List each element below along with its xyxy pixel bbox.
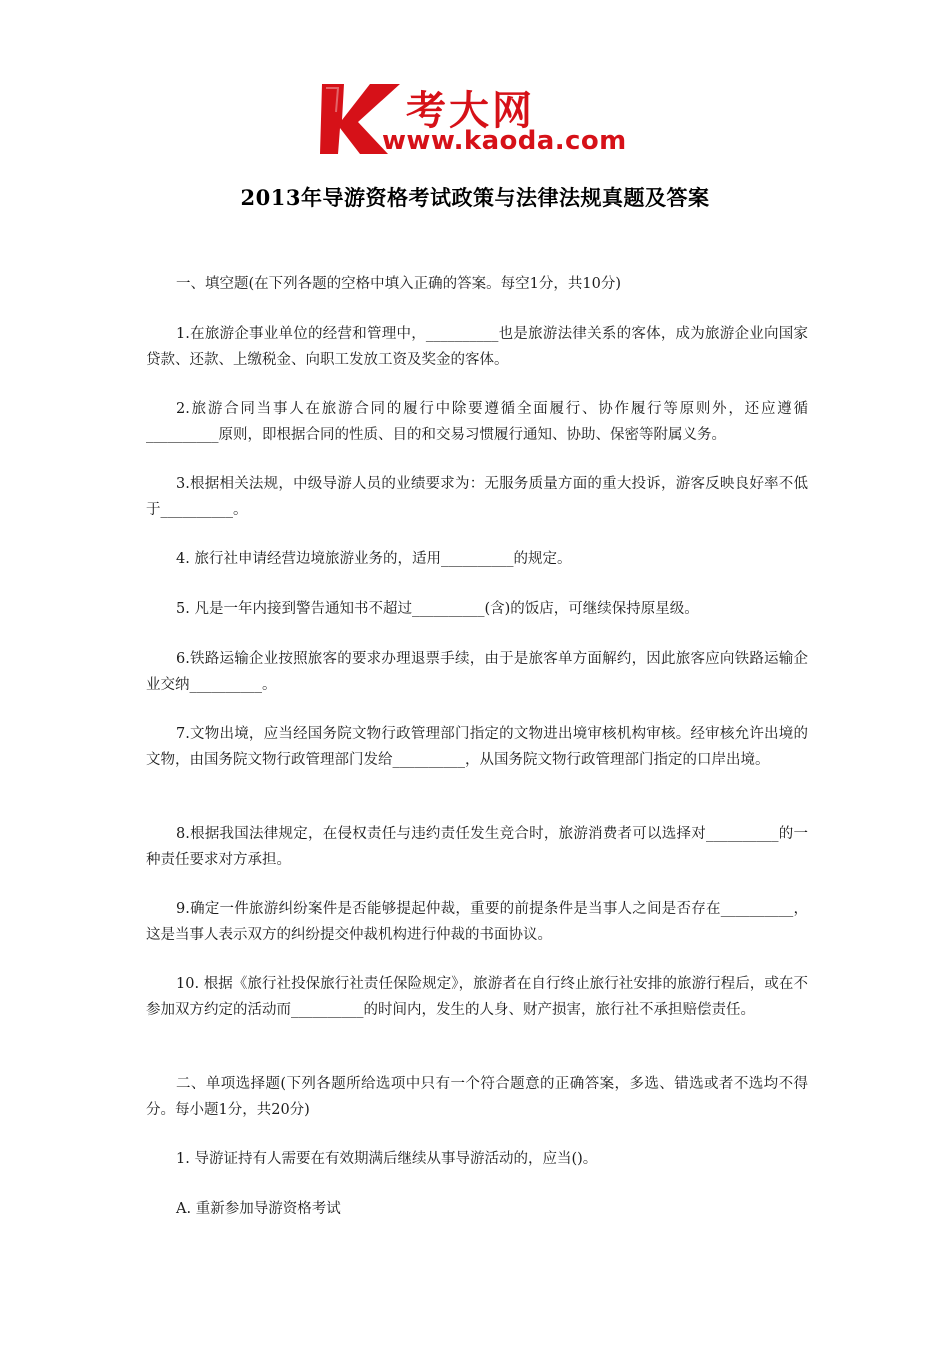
logo-brand-text: 考大网	[406, 88, 535, 134]
fill-question-10: 10. 根据《旅行社投保旅行社责任保险规定》，旅游者在自行终止旅行社安排的旅游行程后，或在不参加双方约定的活动而__________的时间内，发生的人身、财产损害，旅行社不承担赔偿责任。	[146, 976, 808, 1018]
fill-question-7: 7.文物出境，应当经国务院文物行政管理部门指定的文物进出境审核机构审核。经审核允许出境的文物，由国务院文物行政管理部门发给__________，从国务院文物行政管理部门指定的口岸出境。	[146, 726, 808, 768]
page-title: 2013年导游资格考试政策与法律法规真题及答案	[240, 185, 710, 210]
fill-question-2: 2.旅游合同当事人在旅游合同的履行中除要遵循全面履行、协作履行等原则外，还应遵循__________原则，即根据合同的性质、目的和交易习惯履行通知、协助、保密等附属义务。	[146, 401, 808, 443]
fill-question-5: 5. 凡是一年内接到警告通知书不超过__________(含)的饭店，可继续保持原星级。	[176, 601, 699, 617]
kaoda-logo[interactable]	[318, 82, 638, 160]
section-1-heading: 一、填空题(在下列各题的空格中填入正确的答案。每空1分，共10分)	[176, 276, 621, 292]
section-2-heading: 二、单项选择题(下列各题所给选项中只有一个符合题意的正确答案，多选、错选或者不选均不得分。每小题1分，共20分)	[146, 1076, 808, 1118]
fill-question-6: 6.铁路运输企业按照旅客的要求办理退票手续，由于是旅客单方面解约，因此旅客应向铁路运输企业交纳__________。	[146, 651, 808, 693]
choice-option-a: A. 重新参加导游资格考试	[176, 1201, 341, 1217]
fill-question-8: 8.根据我国法律规定，在侵权责任与违约责任发生竞合时，旅游消费者可以选择对__________的一种责任要求对方承担。	[146, 826, 808, 868]
fill-question-3: 3.根据相关法规，中级导游人员的业绩要求为：无服务质量方面的重大投诉，游客反映良好率不低于__________。	[146, 476, 808, 518]
choice-question-1: 1. 导游证持有人需要在有效期满后继续从事导游活动的，应当()。	[176, 1151, 598, 1167]
fill-question-4: 4. 旅行社申请经营边境旅游业务的，适用__________的规定。	[176, 551, 572, 567]
fill-question-9: 9.确定一件旅游纠纷案件是否能够提起仲裁，重要的前提条件是当事人之间是否存在__________，这是当事人表示双方的纠纷提交仲裁机构进行仲裁的书面协议。	[146, 901, 808, 943]
logo-url-text: www.kaoda.com	[382, 126, 627, 156]
fill-question-1: 1.在旅游企事业单位的经营和管理中，__________也是旅游法律关系的客体，成为旅游企业向国家贷款、还款、上缴税金、向职工发放工资及奖金的客体。	[146, 326, 808, 368]
